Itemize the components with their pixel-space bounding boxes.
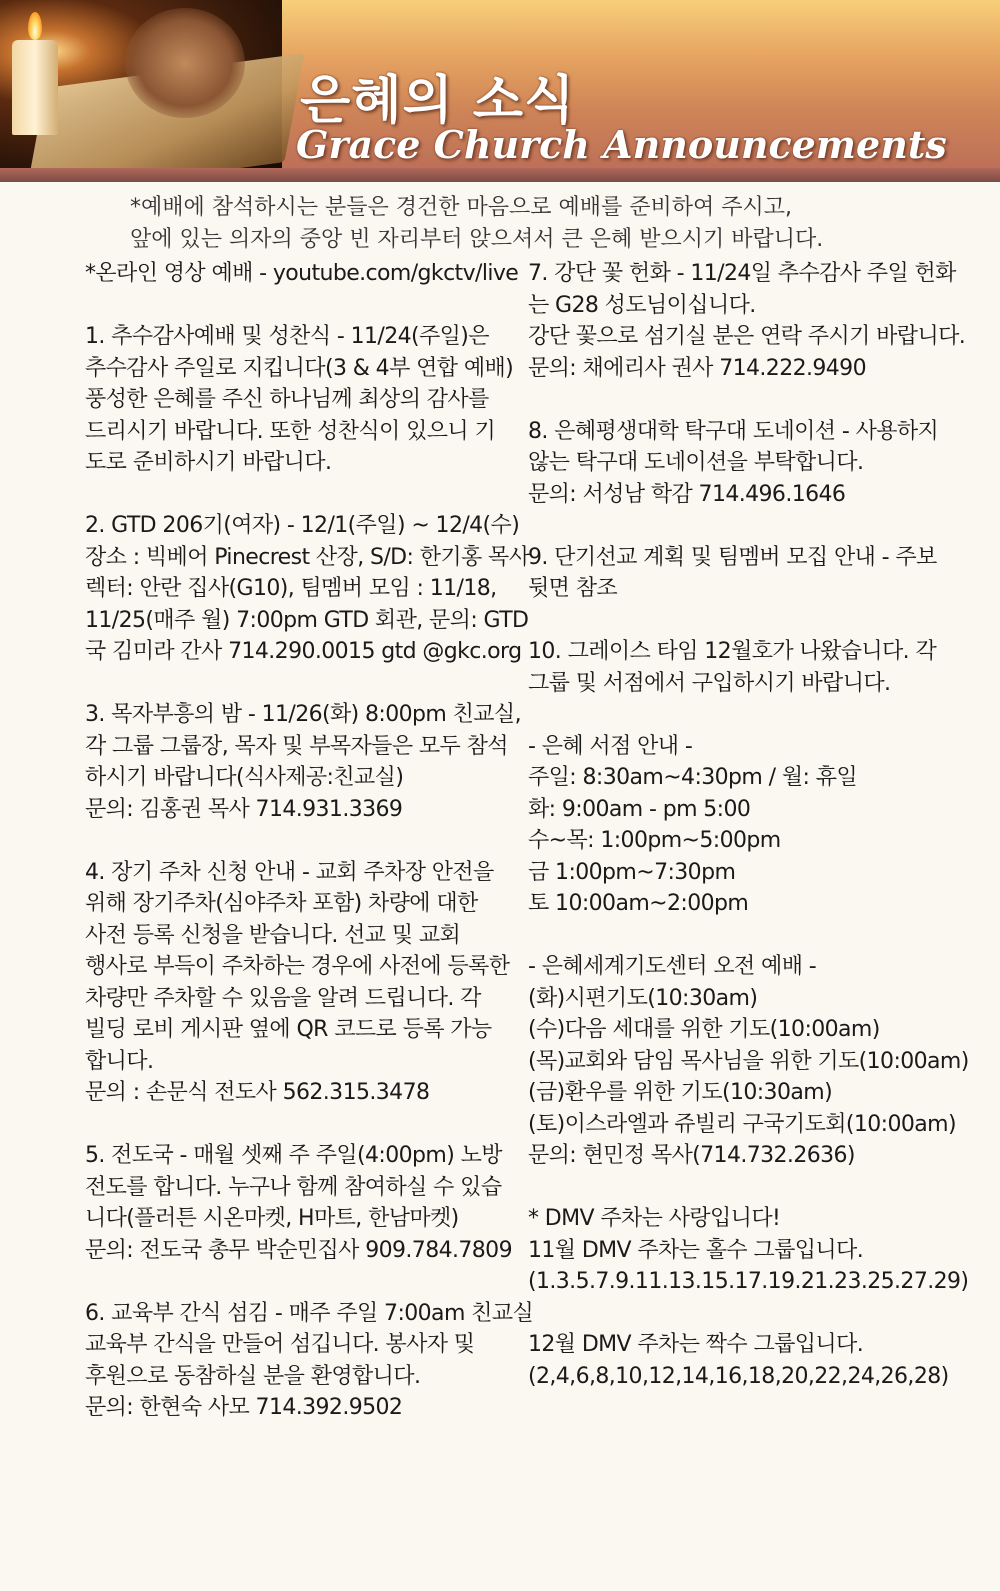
announcement-line: 문의: 현민정 목사(714.732.2636) [528,1143,855,1168]
announcement-line: 하시기 바랍니다(식사제공:친교실) [85,765,404,790]
page-subtitle: Grace Church Announcements [296,122,947,167]
announcement-line: (2,4,6,8,10,12,14,16,18,20,22,24,26,28) [528,1363,949,1389]
announcement-line: 장소 : 빅베어 Pinecrest 산장, S/D: 한기홍 목사 [85,544,530,570]
announcement-line: 강단 꽃으로 섬기실 분은 연락 주시기 바랍니다. [528,324,966,349]
announcement-line: (금)환우를 위한 기도(10:30am) [528,1080,833,1105]
announcement-line: 문의: 서성남 학감 714.496.1646 [528,481,846,507]
announcement-line: 사전 등록 신청을 받습니다. 선교 및 교회 [85,922,461,948]
announcement-line: 문의: 김홍권 목사 714.931.3369 [85,796,403,822]
announcement-line: 전도를 합니다. 누구나 함께 참여하실 수 있습 [85,1174,502,1200]
announcement-line: 문의: 전도국 총무 박순민집사 909.784.7809 [85,1237,512,1263]
announcement-item [85,510,530,668]
announcement-item [85,1298,534,1424]
announcement-line: 수~목: 1:00pm~5:00pm [528,828,781,853]
announcement-item [528,258,973,384]
announcement-line: 문의: 채에리사 권사 714.222.9490 [528,355,866,381]
announcement-line: 드리시기 바랍니다. 또한 성찬식이 있으니 기 [85,418,496,444]
announcement-line: 10. 그레이스 타임 12월호가 나왔습니다. 각 [528,639,937,664]
announcement-line: 차량만 주차할 수 있음을 알려 드립니다. 각 [85,985,481,1011]
announcement-line: 않는 탁구대 도네이션을 부탁합니다. [528,450,864,475]
announcement-line: 토 10:00am~2:00pm [528,891,749,916]
announcement-item [528,1203,973,1298]
announcement-line: 는 G28 성도님이십니다. [528,292,756,318]
announcement-line: 4. 장기 주차 신청 안내 - 교회 주차장 안전을 [85,859,494,885]
announcement-item [528,636,973,699]
page-title: 은혜의 소식 [300,71,576,131]
announcement-line: *온라인 영상 예배 - youtube.com/gkctv/live [85,261,519,286]
announcement-item [528,1329,973,1392]
announcement-line: (목)교회와 담임 목사님을 위한 기도(10:00am) [528,1048,969,1074]
announcement-line: 그룹 및 서점에서 구입하시기 바랍니다. [528,670,891,696]
announcement-line: 주일: 8:30am~4:30pm / 월: 휴일 [528,765,858,790]
announcement-line: 12월 DMV 주차는 짝수 그룹입니다. [528,1332,864,1357]
announcement-item [528,731,973,920]
banner-bottom-stripe [0,168,1000,182]
announcement-line: 행사로 부득이 주차하는 경우에 사전에 등록한 [85,954,510,979]
announcement-line: 각 그룹 그룹장, 목자 및 부목자들은 모두 참석 [85,733,508,759]
announcement-line: 5. 전도국 - 매월 셋째 주 주일(4:00pm) 노방 [85,1143,502,1168]
announcement-line: 화: 9:00am - pm 5:00 [528,796,751,822]
announcement-item [85,321,515,479]
candle-shape [12,40,58,135]
announcement-line: 렉터: 안란 집사(G10), 팀멤버 모임 : 11/18, [85,576,497,601]
announcement-line: (토)이스라엘과 쥬빌리 구국기도회(10:00am) [528,1111,956,1137]
announcement-line: 2. GTD 206기(여자) - 12/1(주일) ~ 12/4(수) [85,513,520,538]
announcement-item [85,1140,515,1266]
announcement-line: * DMV 주차는 사랑입니다! [528,1206,781,1231]
announcement-line: 9. 단기선교 계획 및 팀멤버 모집 안내 - 주보 [528,544,937,570]
announcement-line: 금 1:00pm~7:30pm [528,859,736,885]
announcement-line: 위해 장기주차(심야주차 포함) 차량에 대한 [85,891,478,916]
right-announcement-column [528,258,973,1424]
announcement-line: 후원으로 동참하실 분을 환영합니다. [85,1363,421,1389]
header-banner [0,0,1000,182]
intro-line: *예배에 참석하시는 분들은 경건한 마음으로 예배를 준비하여 주시고, [130,195,793,220]
announcement-line: 니다(플러튼 시온마켓, H마트, 한남마켓) [85,1206,459,1231]
announcement-line: 국 김미라 간사 714.290.0015 gtd @gkc.org [85,639,522,664]
announcement-line: - 은혜세계기도센터 오전 예배 - [528,954,817,979]
announcement-item [85,699,521,825]
intro-line: 앞에 있는 의자의 중앙 빈 자리부터 앉으셔서 큰 은혜 받으시기 바랍니다. [130,227,824,252]
candle-flame-icon [28,12,42,40]
announcement-line: 11/25(매주 월) 7:00pm GTD 회관, 문의: GTD [85,607,529,633]
announcement-item [85,258,519,290]
announcement-line: 1. 추수감사예배 및 성찬식 - 11/24(주일)은 [85,324,489,349]
announcement-line: (수)다음 세대를 위한 기도(10:00am) [528,1017,880,1042]
intro-notice [130,192,980,256]
announcement-line: (1.3.5.7.9.11.13.15.17.19.21.23.25.27.29) [528,1269,969,1294]
announcement-item [528,542,973,605]
announcement-line: 교육부 간식을 만들어 섬깁니다. 봉사자 및 [85,1332,475,1357]
announcement-line: 문의 : 손문식 전도사 562.315.3478 [85,1080,430,1105]
announcement-line: 풍성한 은혜를 주신 하나님께 최상의 감사를 [85,387,489,412]
announcement-item [85,857,515,1109]
praying-hands-shape [125,8,245,118]
left-announcement-column [85,258,534,1455]
announcement-line: 11월 DMV 주차는 홀수 그룹입니다. [528,1237,864,1263]
announcement-line: - 은혜 서점 안내 - [528,733,693,759]
announcement-line: 합니다. [85,1048,154,1074]
announcement-line: 빌딩 로비 게시판 옆에 QR 코드로 등록 가능 [85,1017,492,1042]
announcement-line: 6. 교육부 간식 섬김 - 매주 주일 7:00am 친교실 [85,1300,534,1326]
announcement-line: 문의: 한현숙 사모 714.392.9502 [85,1395,403,1420]
announcement-line: 8. 은혜평생대학 탁구대 도네이션 - 사용하지 [528,418,939,444]
announcement-line: 3. 목자부흥의 밤 - 11/26(화) 8:00pm 친교실, [85,702,521,727]
announcement-item [528,951,973,1172]
announcement-line: 뒷면 참조 [528,576,618,601]
announcement-line: 7. 강단 꽃 헌화 - 11/24일 추수감사 주일 헌화 [528,261,956,286]
prayer-candle-bible-image [0,0,282,170]
announcement-item [528,416,973,511]
announcement-line: 추수감사 주일로 지킵니다(3 & 4부 연합 예배) [85,355,514,381]
announcement-line: 도로 준비하시기 바랍니다. [85,450,332,475]
announcement-line: (화)시편기도(10:30am) [528,985,758,1011]
